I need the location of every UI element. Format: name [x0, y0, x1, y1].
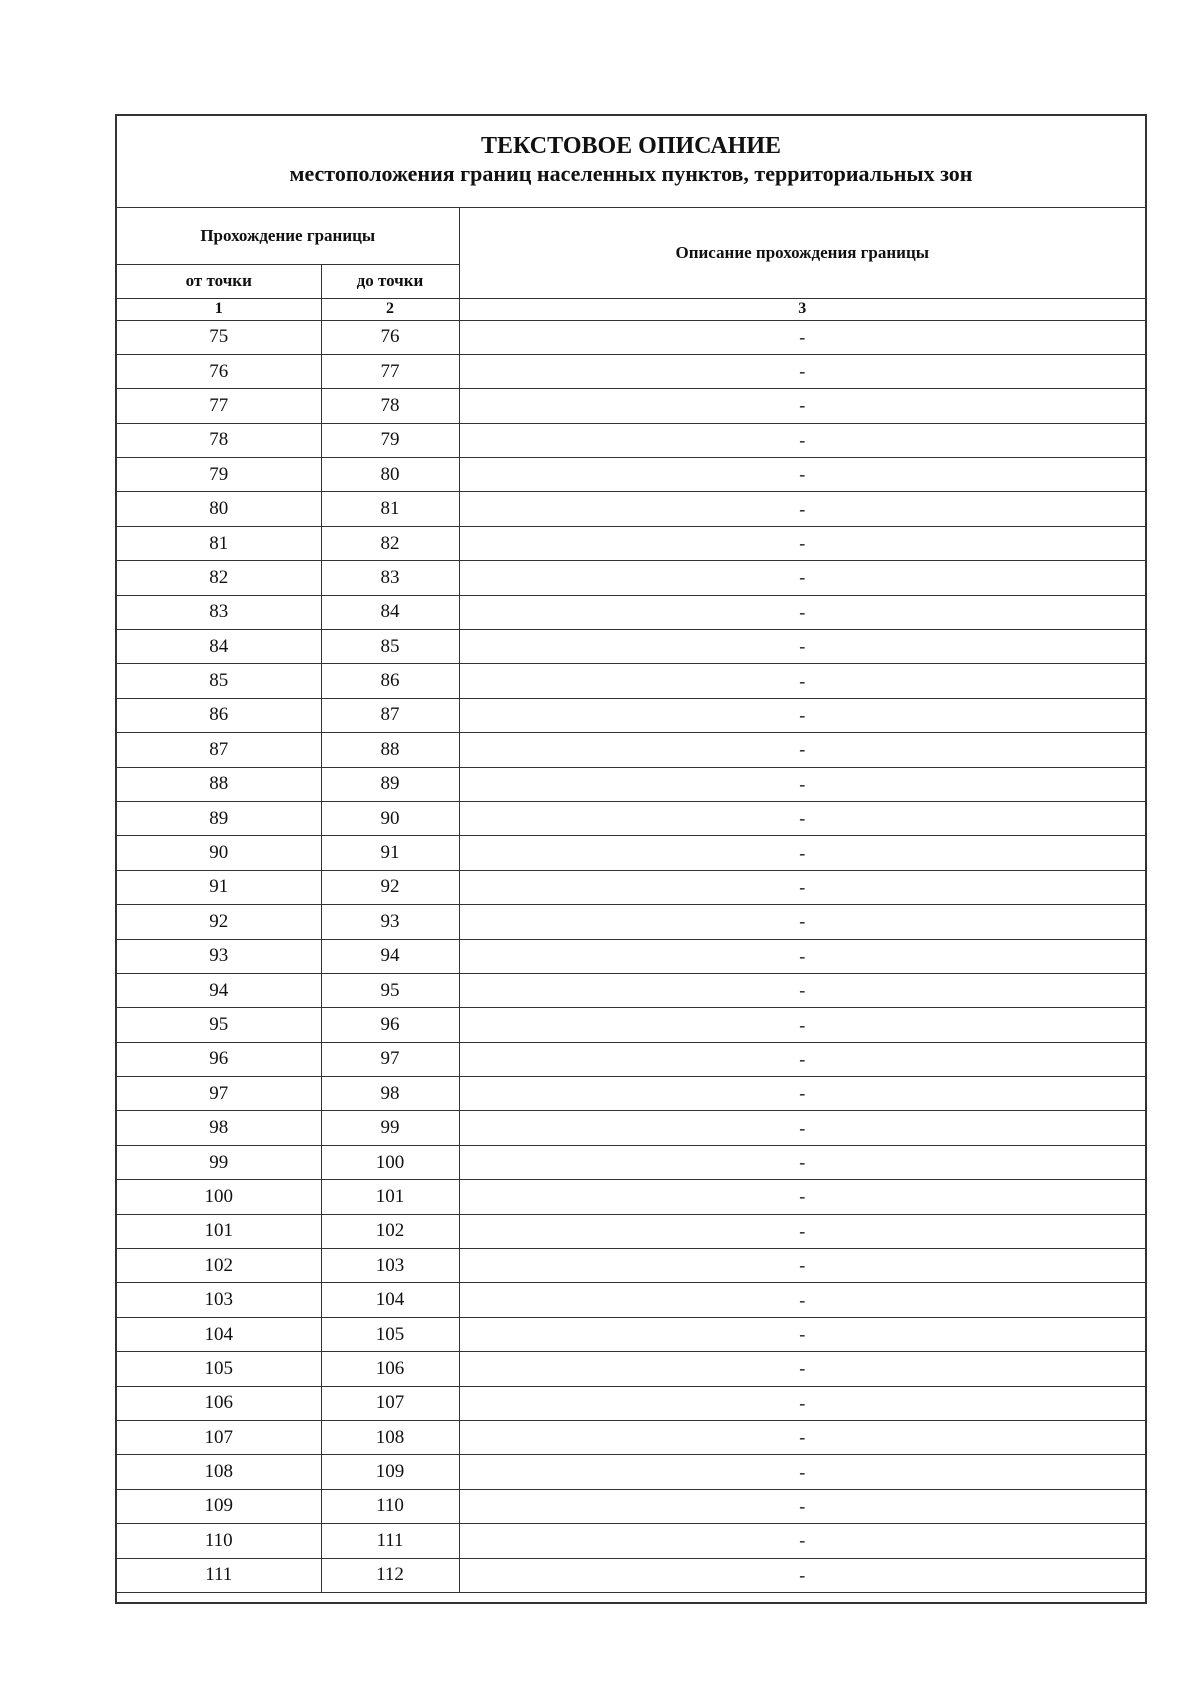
- cell-from-point: 104: [117, 1317, 321, 1351]
- cell-description: -: [459, 1489, 1145, 1523]
- column-number: 3: [459, 298, 1145, 320]
- document-subtitle: местоположения границ населенных пунктов, территориальных зон: [289, 161, 973, 186]
- table-row: [117, 320, 1145, 354]
- cell-from-point: 81: [117, 526, 321, 560]
- table-body: [117, 320, 1145, 1592]
- cell-description: -: [459, 1317, 1145, 1351]
- table-row: [117, 836, 1145, 870]
- cell-from-point: 90: [117, 836, 321, 870]
- title-block: [117, 116, 1145, 208]
- cell-to-point: 79: [321, 423, 459, 457]
- cell-to-point: 96: [321, 1008, 459, 1042]
- cell-from-point: 96: [117, 1042, 321, 1076]
- cell-from-point: 94: [117, 973, 321, 1007]
- cell-from-point: 92: [117, 905, 321, 939]
- boundary-table: [117, 208, 1145, 1593]
- cell-from-point: 111: [117, 1558, 321, 1592]
- table-row: [117, 1283, 1145, 1317]
- cell-description: -: [459, 526, 1145, 560]
- table-row: [117, 733, 1145, 767]
- table-row: [117, 1489, 1145, 1523]
- cell-description: -: [459, 1008, 1145, 1042]
- cell-to-point: 111: [321, 1524, 459, 1558]
- table-row: [117, 905, 1145, 939]
- cell-description: -: [459, 458, 1145, 492]
- cell-from-point: 76: [117, 354, 321, 388]
- cell-from-point: 110: [117, 1524, 321, 1558]
- cell-description: -: [459, 1558, 1145, 1592]
- cell-description: -: [459, 1421, 1145, 1455]
- cell-to-point: 82: [321, 526, 459, 560]
- table-row: [117, 1111, 1145, 1145]
- cell-description: -: [459, 1283, 1145, 1317]
- cell-to-point: 91: [321, 836, 459, 870]
- table-row: [117, 1455, 1145, 1489]
- table-row: [117, 870, 1145, 904]
- table-row: [117, 458, 1145, 492]
- cell-to-point: 105: [321, 1317, 459, 1351]
- cell-description: -: [459, 905, 1145, 939]
- table-row: [117, 973, 1145, 1007]
- table-row: [117, 1524, 1145, 1558]
- table-row: [117, 1421, 1145, 1455]
- cell-from-point: 105: [117, 1352, 321, 1386]
- column-number: 2: [321, 298, 459, 320]
- cell-from-point: 85: [117, 664, 321, 698]
- table-row: [117, 492, 1145, 526]
- cell-from-point: 97: [117, 1077, 321, 1111]
- cell-to-point: 92: [321, 870, 459, 904]
- cell-description: -: [459, 973, 1145, 1007]
- table-row: [117, 423, 1145, 457]
- cell-to-point: 88: [321, 733, 459, 767]
- table-row: [117, 1386, 1145, 1420]
- cell-from-point: 95: [117, 1008, 321, 1042]
- cell-from-point: 109: [117, 1489, 321, 1523]
- document-title: ТЕКСТОВОЕ ОПИСАНИЕ: [480, 133, 781, 159]
- cell-from-point: 88: [117, 767, 321, 801]
- document-sheet: [115, 114, 1147, 1604]
- cell-to-point: 95: [321, 973, 459, 1007]
- column-number: 1: [117, 298, 321, 320]
- cell-from-point: 80: [117, 492, 321, 526]
- cell-description: -: [459, 1455, 1145, 1489]
- cell-to-point: 87: [321, 698, 459, 732]
- cell-to-point: 81: [321, 492, 459, 526]
- cell-to-point: 83: [321, 561, 459, 595]
- cell-to-point: 89: [321, 767, 459, 801]
- table-row: [117, 1558, 1145, 1592]
- table-row: [117, 1249, 1145, 1283]
- cell-from-point: 107: [117, 1421, 321, 1455]
- column-number-row: [117, 298, 1145, 320]
- table-row: [117, 1317, 1145, 1351]
- cell-to-point: 94: [321, 939, 459, 973]
- table-row: [117, 801, 1145, 835]
- cell-description: -: [459, 1145, 1145, 1179]
- cell-from-point: 84: [117, 630, 321, 664]
- table-row: [117, 1180, 1145, 1214]
- cell-description: -: [459, 595, 1145, 629]
- header-to-point: до точки: [321, 264, 459, 298]
- cell-description: -: [459, 801, 1145, 835]
- cell-from-point: 79: [117, 458, 321, 492]
- cell-from-point: 82: [117, 561, 321, 595]
- cell-from-point: 75: [117, 320, 321, 354]
- cell-to-point: 101: [321, 1180, 459, 1214]
- cell-description: -: [459, 389, 1145, 423]
- cell-from-point: 101: [117, 1214, 321, 1248]
- cell-description: -: [459, 1524, 1145, 1558]
- cell-to-point: 103: [321, 1249, 459, 1283]
- cell-description: -: [459, 1042, 1145, 1076]
- table-row: [117, 1214, 1145, 1248]
- cell-to-point: 107: [321, 1386, 459, 1420]
- table-row: [117, 767, 1145, 801]
- table-row: [117, 630, 1145, 664]
- cell-from-point: 99: [117, 1145, 321, 1179]
- cell-description: -: [459, 492, 1145, 526]
- cell-description: -: [459, 423, 1145, 457]
- cell-description: -: [459, 1386, 1145, 1420]
- cell-description: -: [459, 561, 1145, 595]
- cell-from-point: 100: [117, 1180, 321, 1214]
- cell-description: -: [459, 733, 1145, 767]
- cell-from-point: 98: [117, 1111, 321, 1145]
- cell-description: -: [459, 630, 1145, 664]
- cell-to-point: 85: [321, 630, 459, 664]
- cell-from-point: 83: [117, 595, 321, 629]
- cell-from-point: 87: [117, 733, 321, 767]
- table-row: [117, 389, 1145, 423]
- cell-from-point: 103: [117, 1283, 321, 1317]
- cell-from-point: 106: [117, 1386, 321, 1420]
- table-row: [117, 1077, 1145, 1111]
- table-header: [117, 208, 1145, 320]
- cell-description: -: [459, 1249, 1145, 1283]
- cell-to-point: 100: [321, 1145, 459, 1179]
- cell-to-point: 78: [321, 389, 459, 423]
- table-row: [117, 698, 1145, 732]
- cell-from-point: 93: [117, 939, 321, 973]
- header-from-point: от точки: [117, 264, 321, 298]
- cell-from-point: 89: [117, 801, 321, 835]
- cell-description: -: [459, 836, 1145, 870]
- table-row: [117, 1352, 1145, 1386]
- table-row: [117, 939, 1145, 973]
- table-row: [117, 595, 1145, 629]
- cell-from-point: 77: [117, 389, 321, 423]
- cell-to-point: 110: [321, 1489, 459, 1523]
- cell-to-point: 106: [321, 1352, 459, 1386]
- cell-to-point: 80: [321, 458, 459, 492]
- cell-description: -: [459, 1077, 1145, 1111]
- cell-from-point: 108: [117, 1455, 321, 1489]
- cell-to-point: 76: [321, 320, 459, 354]
- cell-description: -: [459, 664, 1145, 698]
- cell-to-point: 93: [321, 905, 459, 939]
- cell-description: -: [459, 354, 1145, 388]
- cell-to-point: 102: [321, 1214, 459, 1248]
- header-boundary-passage: Прохождение границы: [117, 208, 459, 264]
- cell-description: -: [459, 767, 1145, 801]
- cell-description: -: [459, 698, 1145, 732]
- table-row: [117, 1145, 1145, 1179]
- table-row: [117, 526, 1145, 560]
- cell-from-point: 78: [117, 423, 321, 457]
- cell-to-point: 99: [321, 1111, 459, 1145]
- cell-description: -: [459, 1214, 1145, 1248]
- table-row: [117, 354, 1145, 388]
- cell-to-point: 108: [321, 1421, 459, 1455]
- cell-to-point: 84: [321, 595, 459, 629]
- header-description: Описание прохождения границы: [459, 208, 1145, 298]
- cell-description: -: [459, 320, 1145, 354]
- cell-to-point: 104: [321, 1283, 459, 1317]
- cell-from-point: 91: [117, 870, 321, 904]
- table-row: [117, 664, 1145, 698]
- cell-to-point: 77: [321, 354, 459, 388]
- cell-to-point: 98: [321, 1077, 459, 1111]
- cell-description: -: [459, 1180, 1145, 1214]
- cell-to-point: 90: [321, 801, 459, 835]
- cell-description: -: [459, 1111, 1145, 1145]
- cell-from-point: 102: [117, 1249, 321, 1283]
- cell-description: -: [459, 1352, 1145, 1386]
- cell-to-point: 97: [321, 1042, 459, 1076]
- cell-from-point: 86: [117, 698, 321, 732]
- cell-description: -: [459, 939, 1145, 973]
- cell-to-point: 109: [321, 1455, 459, 1489]
- table-row: [117, 561, 1145, 595]
- table-row: [117, 1042, 1145, 1076]
- cell-description: -: [459, 870, 1145, 904]
- cell-to-point: 86: [321, 664, 459, 698]
- cell-to-point: 112: [321, 1558, 459, 1592]
- table-row: [117, 1008, 1145, 1042]
